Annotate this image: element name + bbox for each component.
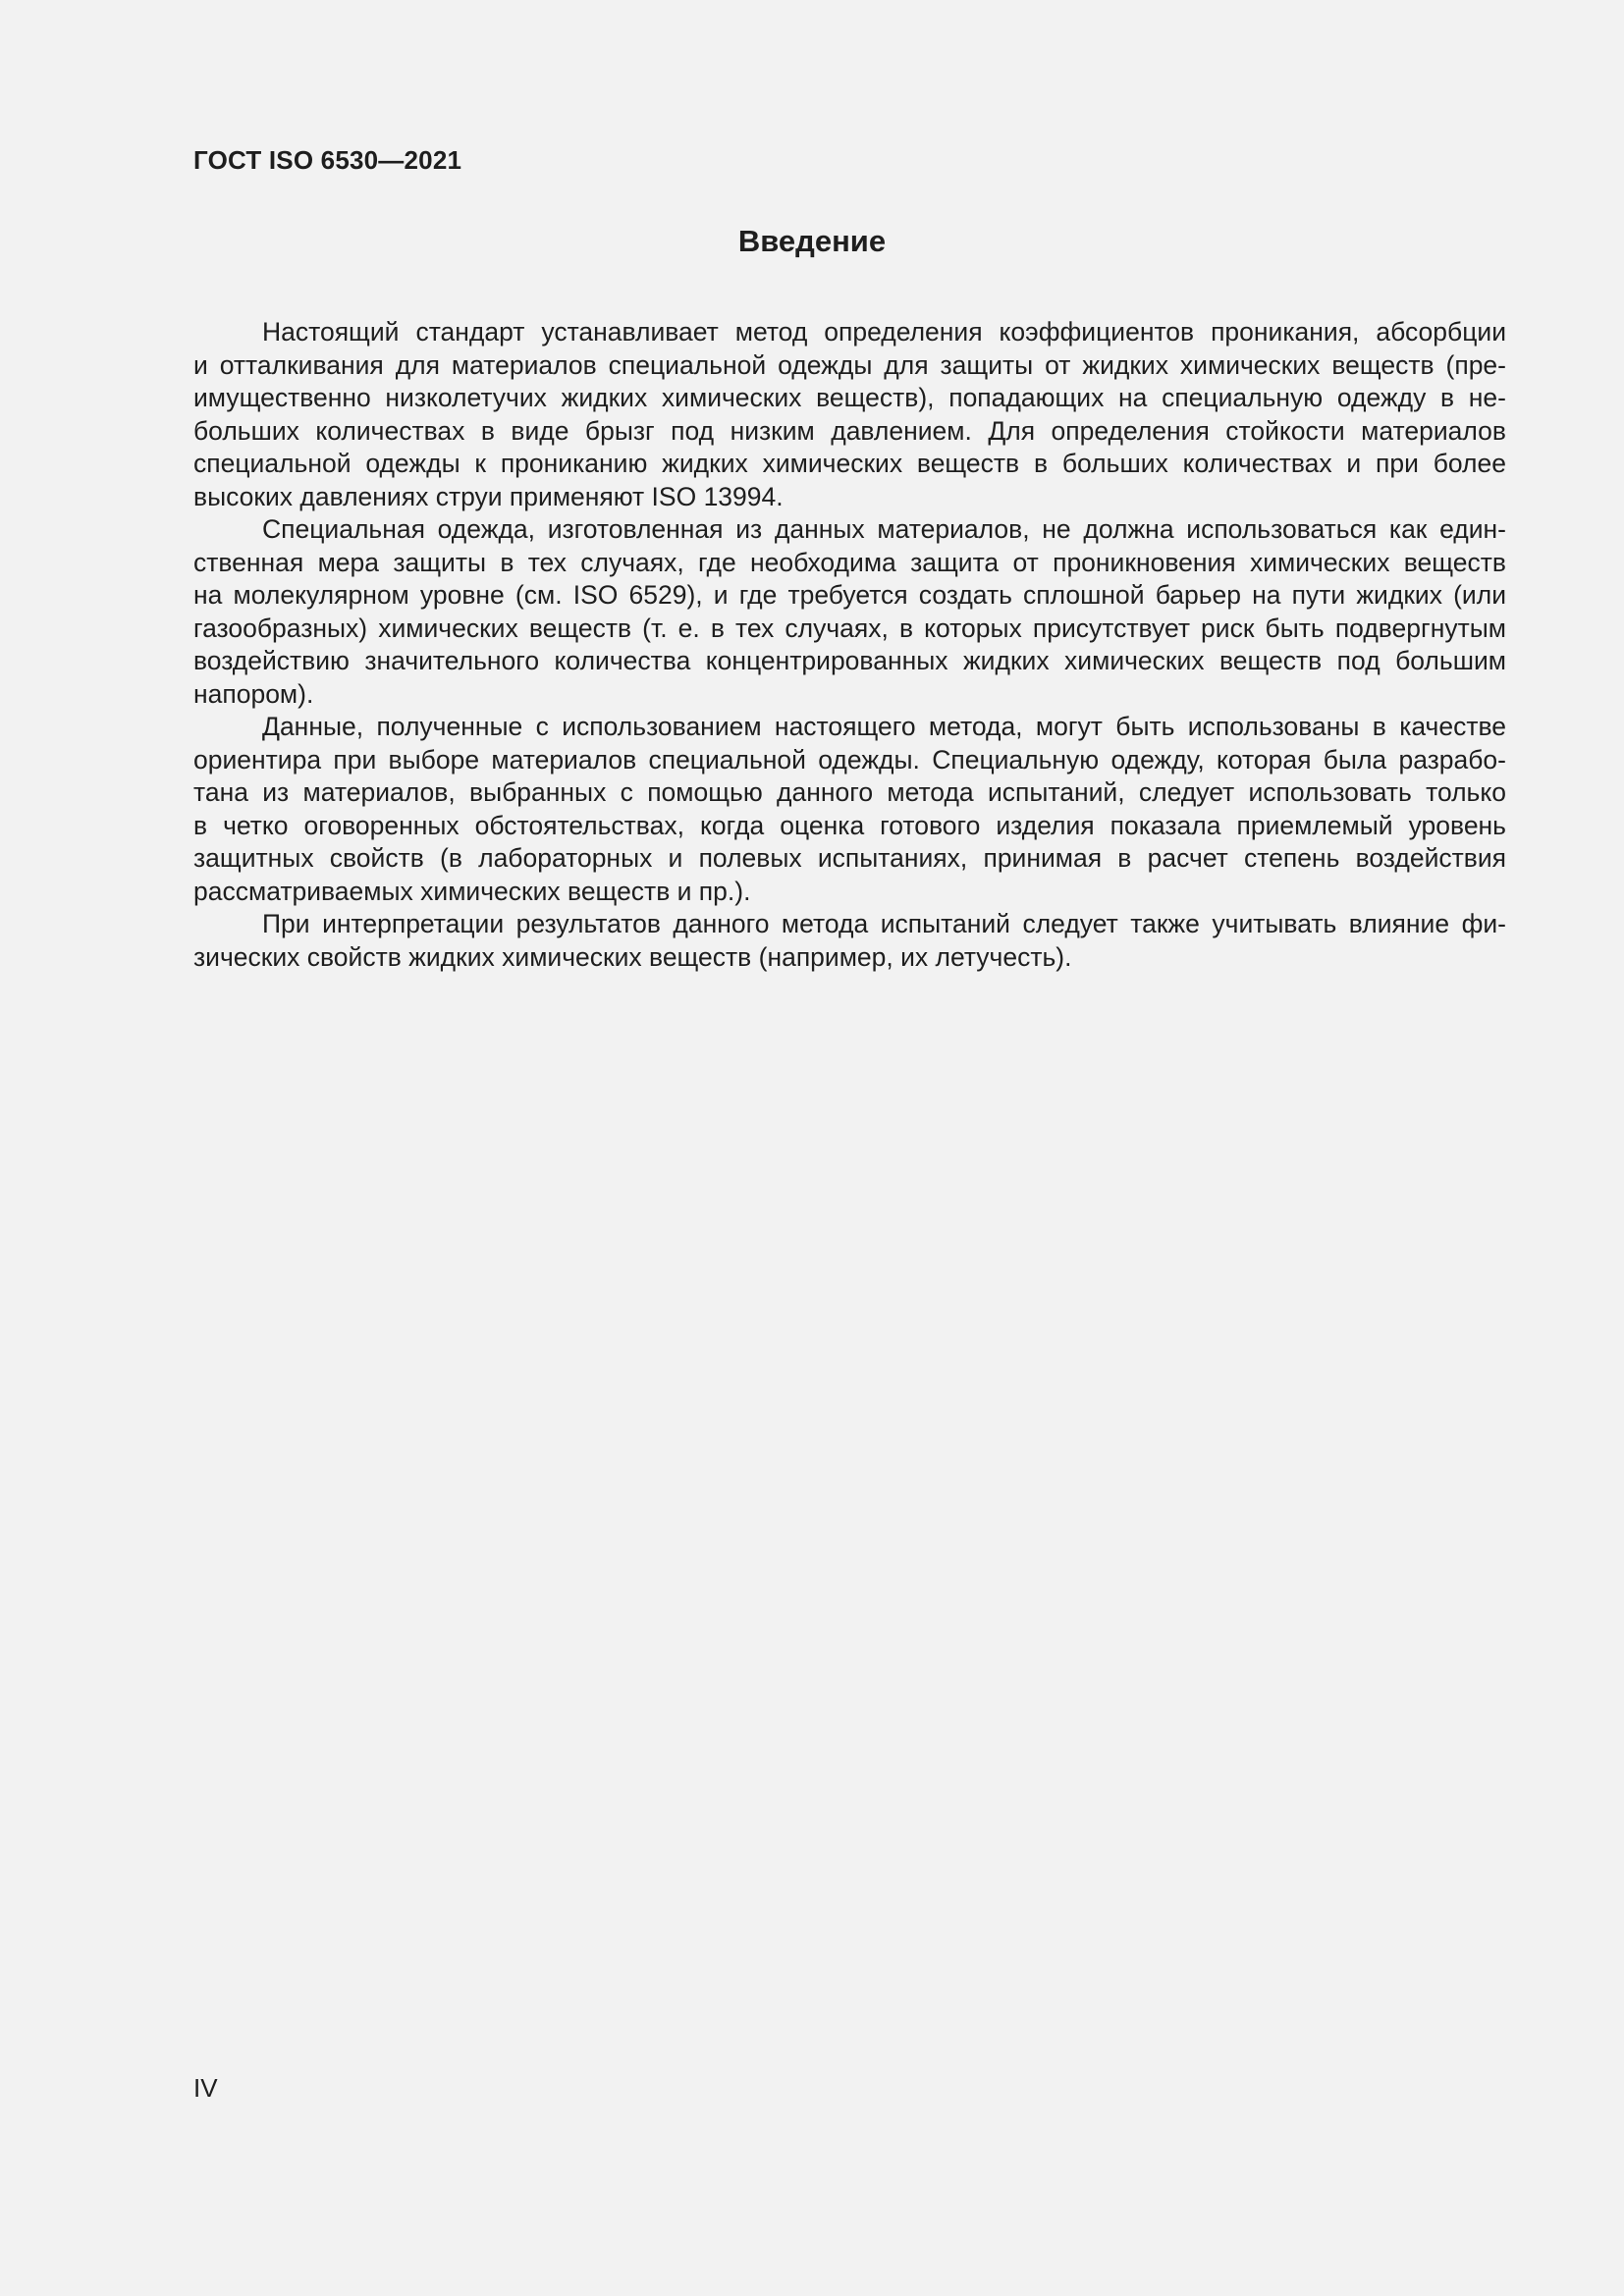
text-line: специальной одежды к прониканию жидких химических веществ в больших количествах и при более xyxy=(193,449,1506,478)
text-line: газообразных) химических веществ (т. е. в тех случаях, в которых присутствует риск быть подвергнутым xyxy=(193,613,1506,643)
text-line: в четко оговоренных обстоятельствах, когда оценка готового изделия показала приемлемый уровень xyxy=(193,810,1506,840)
text-line: имущественно низколетучих жидких химических веществ), попадающих на специальную одежду в не- xyxy=(193,383,1506,412)
paragraph-1 xyxy=(193,316,1506,513)
text-line: ственная мера защиты в тех случаях, где необходима защита от проникновения химических веществ xyxy=(193,547,1506,577)
page-number: IV xyxy=(193,2073,218,2103)
text-line: Настоящий стандарт устанавливает метод определения коэффициентов проникания, абсорбции xyxy=(262,317,1506,347)
text-line: воздействию значительного количества концентрированных жидких химических веществ под большим xyxy=(193,646,1506,675)
text-line: рассматриваемых химических веществ и пр.). xyxy=(193,876,751,906)
text-line: на молекулярном уровне (см. ISO 6529), и где требуется создать сплошной барьер на пути жидких (или xyxy=(193,580,1506,610)
text-line: зических свойств жидких химических веществ (например, их летучесть). xyxy=(193,941,1072,972)
text-line: больших количествах в виде брызг под низким давлением. Для определения стойкости материалов xyxy=(193,415,1506,446)
paragraph-4 xyxy=(193,908,1506,974)
text-line: защитных свойств (в лабораторных и полевых испытаниях, принимая в расчет степень воздействия xyxy=(193,843,1506,873)
text-line: напором). xyxy=(193,678,314,709)
text-line: тана из материалов, выбранных с помощью данного метода испытаний, следует использовать только xyxy=(193,777,1506,807)
text-line: высоких давлениях струи применяют ISO 13994. xyxy=(193,481,784,511)
text-line: Специальная одежда, изготовленная из данных материалов, не должна использоваться как един- xyxy=(262,514,1506,544)
document-body xyxy=(193,316,1506,974)
standard-code-header: ГОСТ ISO 6530—2021 xyxy=(193,145,462,175)
section-title: Введение xyxy=(737,224,887,258)
text-line: ориентира при выборе материалов специальной одежды. Специальную одежду, которая была разрабо- xyxy=(193,744,1506,774)
paragraph-2 xyxy=(193,513,1506,711)
text-line: При интерпретации результатов данного метода испытаний следует также учитывать влияние фи- xyxy=(262,909,1506,938)
paragraph-3 xyxy=(193,711,1506,908)
text-line: и отталкивания для материалов специальной одежды для защиты от жидких химических веществ (пре- xyxy=(193,349,1506,380)
text-line: Данные, полученные с использованием настоящего метода, могут быть использованы в качестве xyxy=(262,712,1506,741)
